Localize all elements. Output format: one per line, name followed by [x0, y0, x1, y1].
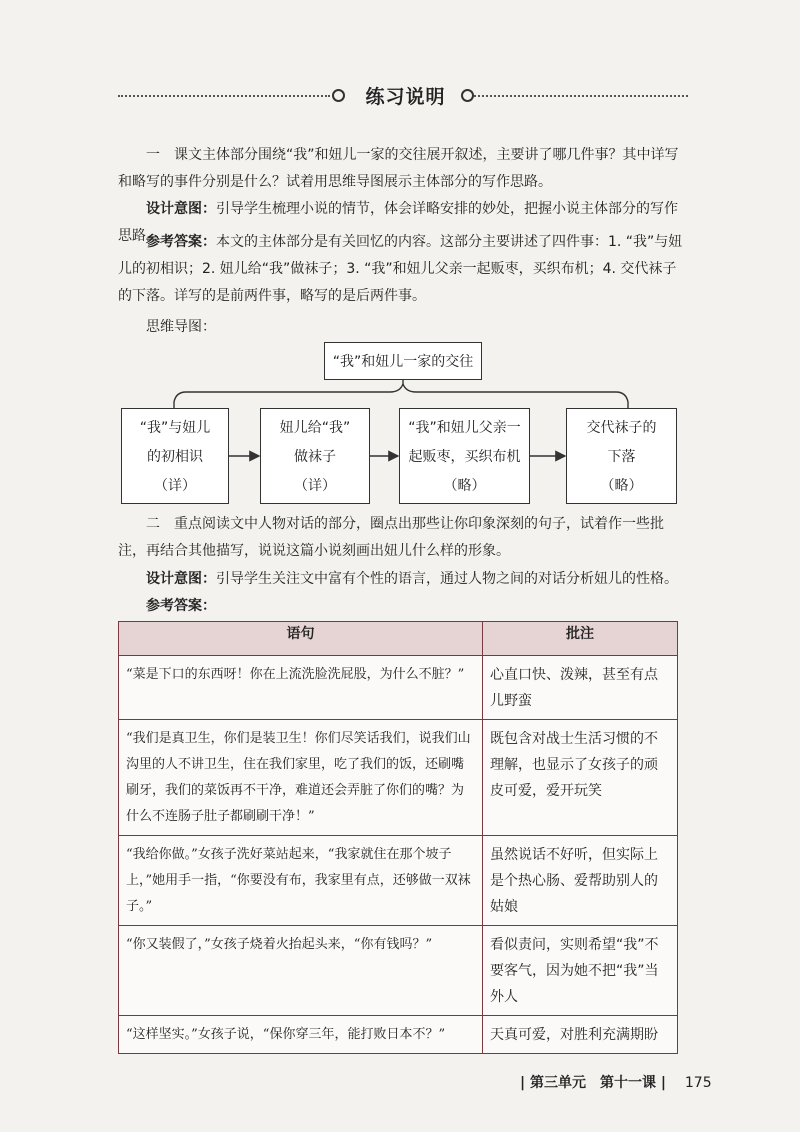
- mindmap-label-text: 思维导图：: [146, 319, 216, 335]
- q2-answer-label-text: 参考答案：: [146, 598, 216, 614]
- node-line: （略）: [443, 478, 486, 494]
- mindmap-node: [260, 408, 370, 504]
- q2-question: [118, 511, 688, 565]
- q2-intent-text: 引导学生关注文中富有个性的语言，通过人物之间的对话分析妞儿的性格。: [216, 571, 678, 587]
- sentence-cell: “我们是真卫生，你们是装卫生！你们尽笑话我们，说我们山沟里的人不讲卫生，住在我们家里，吃了我们的饭，还刷嘴刷牙，我们的菜饭再不干净，难道还会弄脏了你们的嘴？为什么不连肠子肚子都刷刷干净！”: [119, 720, 483, 836]
- annotation-table: [118, 621, 678, 1054]
- node-line: （详）: [294, 478, 336, 494]
- brace-left: [174, 380, 403, 408]
- table-row: [119, 1016, 678, 1054]
- note-cell: 天真可爱，对胜利充满期盼: [483, 1016, 678, 1054]
- node-line: 交代袜子的: [586, 420, 657, 436]
- sentence-cell: “你又装假了，”女孩子烧着火抬起头来，“你有钱吗？”: [119, 926, 483, 1016]
- mindmap-node: [121, 408, 229, 504]
- q1-intent-text: 引导学生梳理小说的情节，体会详略安排的妙处，把握小说主体部分的写作思路。: [118, 201, 678, 244]
- brace-right: [403, 384, 628, 408]
- table-row: [119, 720, 678, 836]
- q1-answer-label: 参考答案：: [146, 234, 216, 250]
- footer-section: 第三单元 第十一课: [530, 1075, 656, 1091]
- q2-intent: [118, 566, 688, 593]
- table-row: [119, 656, 678, 720]
- node-line: 起贩枣，买织布机: [408, 449, 521, 465]
- node-line: （详）: [154, 478, 196, 494]
- column-header-note: 批注: [483, 622, 678, 656]
- page-number: 175: [684, 1075, 712, 1091]
- sentence-cell: “我给你做。”女孩子洗好菜站起来，“我家就住在那个坡子上，”她用手一指，“你要没有布，我家里有点，还够做一双袜子。”: [119, 836, 483, 926]
- node-line: 下落: [607, 449, 636, 465]
- note-cell: 既包含对战士生活习惯的不理解，也显示了女孩子的顽皮可爱，爱开玩笑: [483, 720, 678, 836]
- node-line: “我”和妞儿父亲一: [408, 420, 521, 436]
- table-header-row: [119, 622, 678, 656]
- note-cell: 虽然说话不好听，但实际上是个热心肠、爱帮助别人的姑娘: [483, 836, 678, 926]
- note-cell: 心直口快、泼辣，甚至有点儿野蛮: [483, 656, 678, 720]
- node-line: 的初相识: [147, 449, 203, 465]
- q2-answer-label: [118, 593, 688, 620]
- node-line: （略）: [600, 478, 643, 494]
- q1-intent-label: 设计意图：: [146, 201, 216, 217]
- table-row: [119, 926, 678, 1016]
- column-header-sentence: 语句: [119, 622, 483, 656]
- mindmap-node: [399, 408, 530, 504]
- page-footer: [520, 1072, 712, 1092]
- q2-question-text: 二 重点阅读文中人物对话的部分，圈点出那些让你印象深刻的句子，试着作一些批注，再结合其他描写，说说这篇小说刻画出妞儿什么样的形象。: [118, 516, 664, 559]
- sentence-cell: “这样坚实。”女孩子说，“保你穿三年，能打败日本不？”: [119, 1016, 483, 1054]
- node-line: “我”与妞儿: [139, 420, 211, 436]
- footer-divider: |: [660, 1075, 666, 1091]
- footer-divider: |: [520, 1075, 526, 1091]
- note-cell: 看似责问，实则希望“我”不要客气，因为她不把“我”当外人: [483, 926, 678, 1016]
- sentence-cell: “菜是下口的东西呀！你在上流洗脸洗屁股，为什么不脏？”: [119, 656, 483, 720]
- q1-question-text: 一 课文主体部分围绕“我”和妞儿一家的交往展开叙述，主要讲了哪几件事？其中详写和略写的事件分别是什么？试着用思维导图展示主体部分的写作思路。: [118, 147, 679, 190]
- section-title: 练习说明: [365, 86, 446, 108]
- node-line: 妞儿给“我”: [279, 420, 351, 436]
- table-row: [119, 836, 678, 926]
- node-line: 做袜子: [294, 449, 336, 465]
- q2-intent-label: 设计意图：: [146, 571, 216, 587]
- mindmap-node: [566, 408, 677, 504]
- q1-answer-text: 本文的主体部分是有关回忆的内容。这部分主要讲述了四件事：1. “我”与妞儿的初相识；2. 妞儿给“我”做袜子；3. “我”和妞儿父亲一起贩枣，买织布机；4. 交代袜子的下落。详写的是前两件事，略写的是后两件事。: [118, 234, 683, 304]
- mindmap-root: “我”和妞儿一家的交往: [324, 342, 482, 380]
